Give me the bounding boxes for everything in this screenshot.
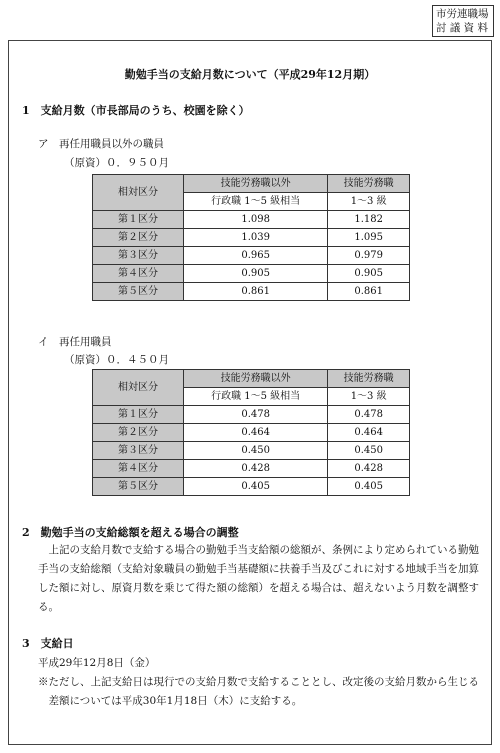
cell-value: 0.979 xyxy=(328,247,410,265)
row-label: 第２区分 xyxy=(93,229,184,247)
cell-value: 0.405 xyxy=(328,478,410,496)
section-3-date: 平成29年12月8日（金） xyxy=(38,657,156,669)
col2-header: 技能労務職 xyxy=(328,175,410,193)
cell-value: 0.905 xyxy=(328,265,410,283)
cell-value: 1.182 xyxy=(328,211,410,229)
cell-value: 0.450 xyxy=(184,442,328,460)
part-b-base: （原資）０．４５０月 xyxy=(64,354,169,366)
discussion-material-stamp xyxy=(432,5,494,37)
table-row xyxy=(93,442,410,460)
table-row xyxy=(93,424,410,442)
cell-value: 0.861 xyxy=(184,283,328,301)
part-b-label: イ 再任用職員 xyxy=(38,336,112,348)
table-row xyxy=(93,265,410,283)
table-corner-label: 相対区分 xyxy=(93,370,184,406)
table-row xyxy=(93,460,410,478)
stamp-line-1: 市労連職場 xyxy=(436,8,489,20)
table-row xyxy=(93,229,410,247)
section-2-heading: 2 勤勉手当の支給総額を超える場合の調整 xyxy=(22,526,239,539)
stamp-line-2: 討 議 資 料 xyxy=(436,22,489,34)
section-3-note: ※ただし、上記支給日は現行での支給月数で支給することとし、改定後の支給月数から生じる差額については平成30年1月18日（木）に支給する。 xyxy=(38,676,479,707)
cell-value: 1.098 xyxy=(184,211,328,229)
cell-value: 1.039 xyxy=(184,229,328,247)
part-a-table xyxy=(92,174,410,301)
cell-value: 0.428 xyxy=(328,460,410,478)
table-corner-label: 相対区分 xyxy=(93,175,184,211)
row-label: 第４区分 xyxy=(93,460,184,478)
row-label: 第５区分 xyxy=(93,478,184,496)
cell-value: 1.095 xyxy=(328,229,410,247)
cell-value: 0.428 xyxy=(184,460,328,478)
col1-header: 技能労務職以外 xyxy=(184,370,328,388)
table-row xyxy=(93,283,410,301)
part-a-label: ア 再任用職員以外の職員 xyxy=(38,138,164,150)
col2-subheader: 1〜3 級 xyxy=(328,193,410,211)
col2-header: 技能労務職 xyxy=(328,370,410,388)
row-label: 第１区分 xyxy=(93,406,184,424)
row-label: 第４区分 xyxy=(93,265,184,283)
row-label: 第３区分 xyxy=(93,247,184,265)
row-label: 第１区分 xyxy=(93,211,184,229)
section-1-heading: 1 支給月数（市長部局のうち、校園を除く） xyxy=(22,104,250,117)
row-label: 第２区分 xyxy=(93,424,184,442)
row-label: 第３区分 xyxy=(93,442,184,460)
cell-value: 0.405 xyxy=(184,478,328,496)
row-label: 第５区分 xyxy=(93,283,184,301)
cell-value: 0.905 xyxy=(184,265,328,283)
document-title: 勤勉手当の支給月数について（平成29年12月期） xyxy=(124,68,376,81)
cell-value: 0.450 xyxy=(328,442,410,460)
col2-subheader: 1〜3 級 xyxy=(328,388,410,406)
cell-value: 0.861 xyxy=(328,283,410,301)
table-row xyxy=(93,406,410,424)
cell-value: 0.464 xyxy=(328,424,410,442)
table-row xyxy=(93,478,410,496)
table-row xyxy=(93,247,410,265)
cell-value: 0.478 xyxy=(184,406,328,424)
cell-value: 0.464 xyxy=(184,424,328,442)
table-row xyxy=(93,211,410,229)
cell-value: 0.965 xyxy=(184,247,328,265)
col1-subheader: 行政職 1〜5 級相当 xyxy=(184,193,328,211)
part-b-table xyxy=(92,369,410,496)
cell-value: 0.478 xyxy=(328,406,410,424)
section-2-body: 上記の支給月数で支給する場合の勤勉手当支給額の総額が、条例により定められている勤勉手当の支給総額（支給対象職員の勤勉手当基礎額に扶養手当及びこれに対する地域手当を加算した額に対し、原資月数を乗じて得た額の総額）を超える場合は、超えないよう月数を調整する。 xyxy=(38,544,479,613)
section-3-heading: 3 支給日 xyxy=(22,637,74,650)
col1-subheader: 行政職 1〜5 級相当 xyxy=(184,388,328,406)
col1-header: 技能労務職以外 xyxy=(184,175,328,193)
part-a-base: （原資）０．９５０月 xyxy=(64,157,169,169)
